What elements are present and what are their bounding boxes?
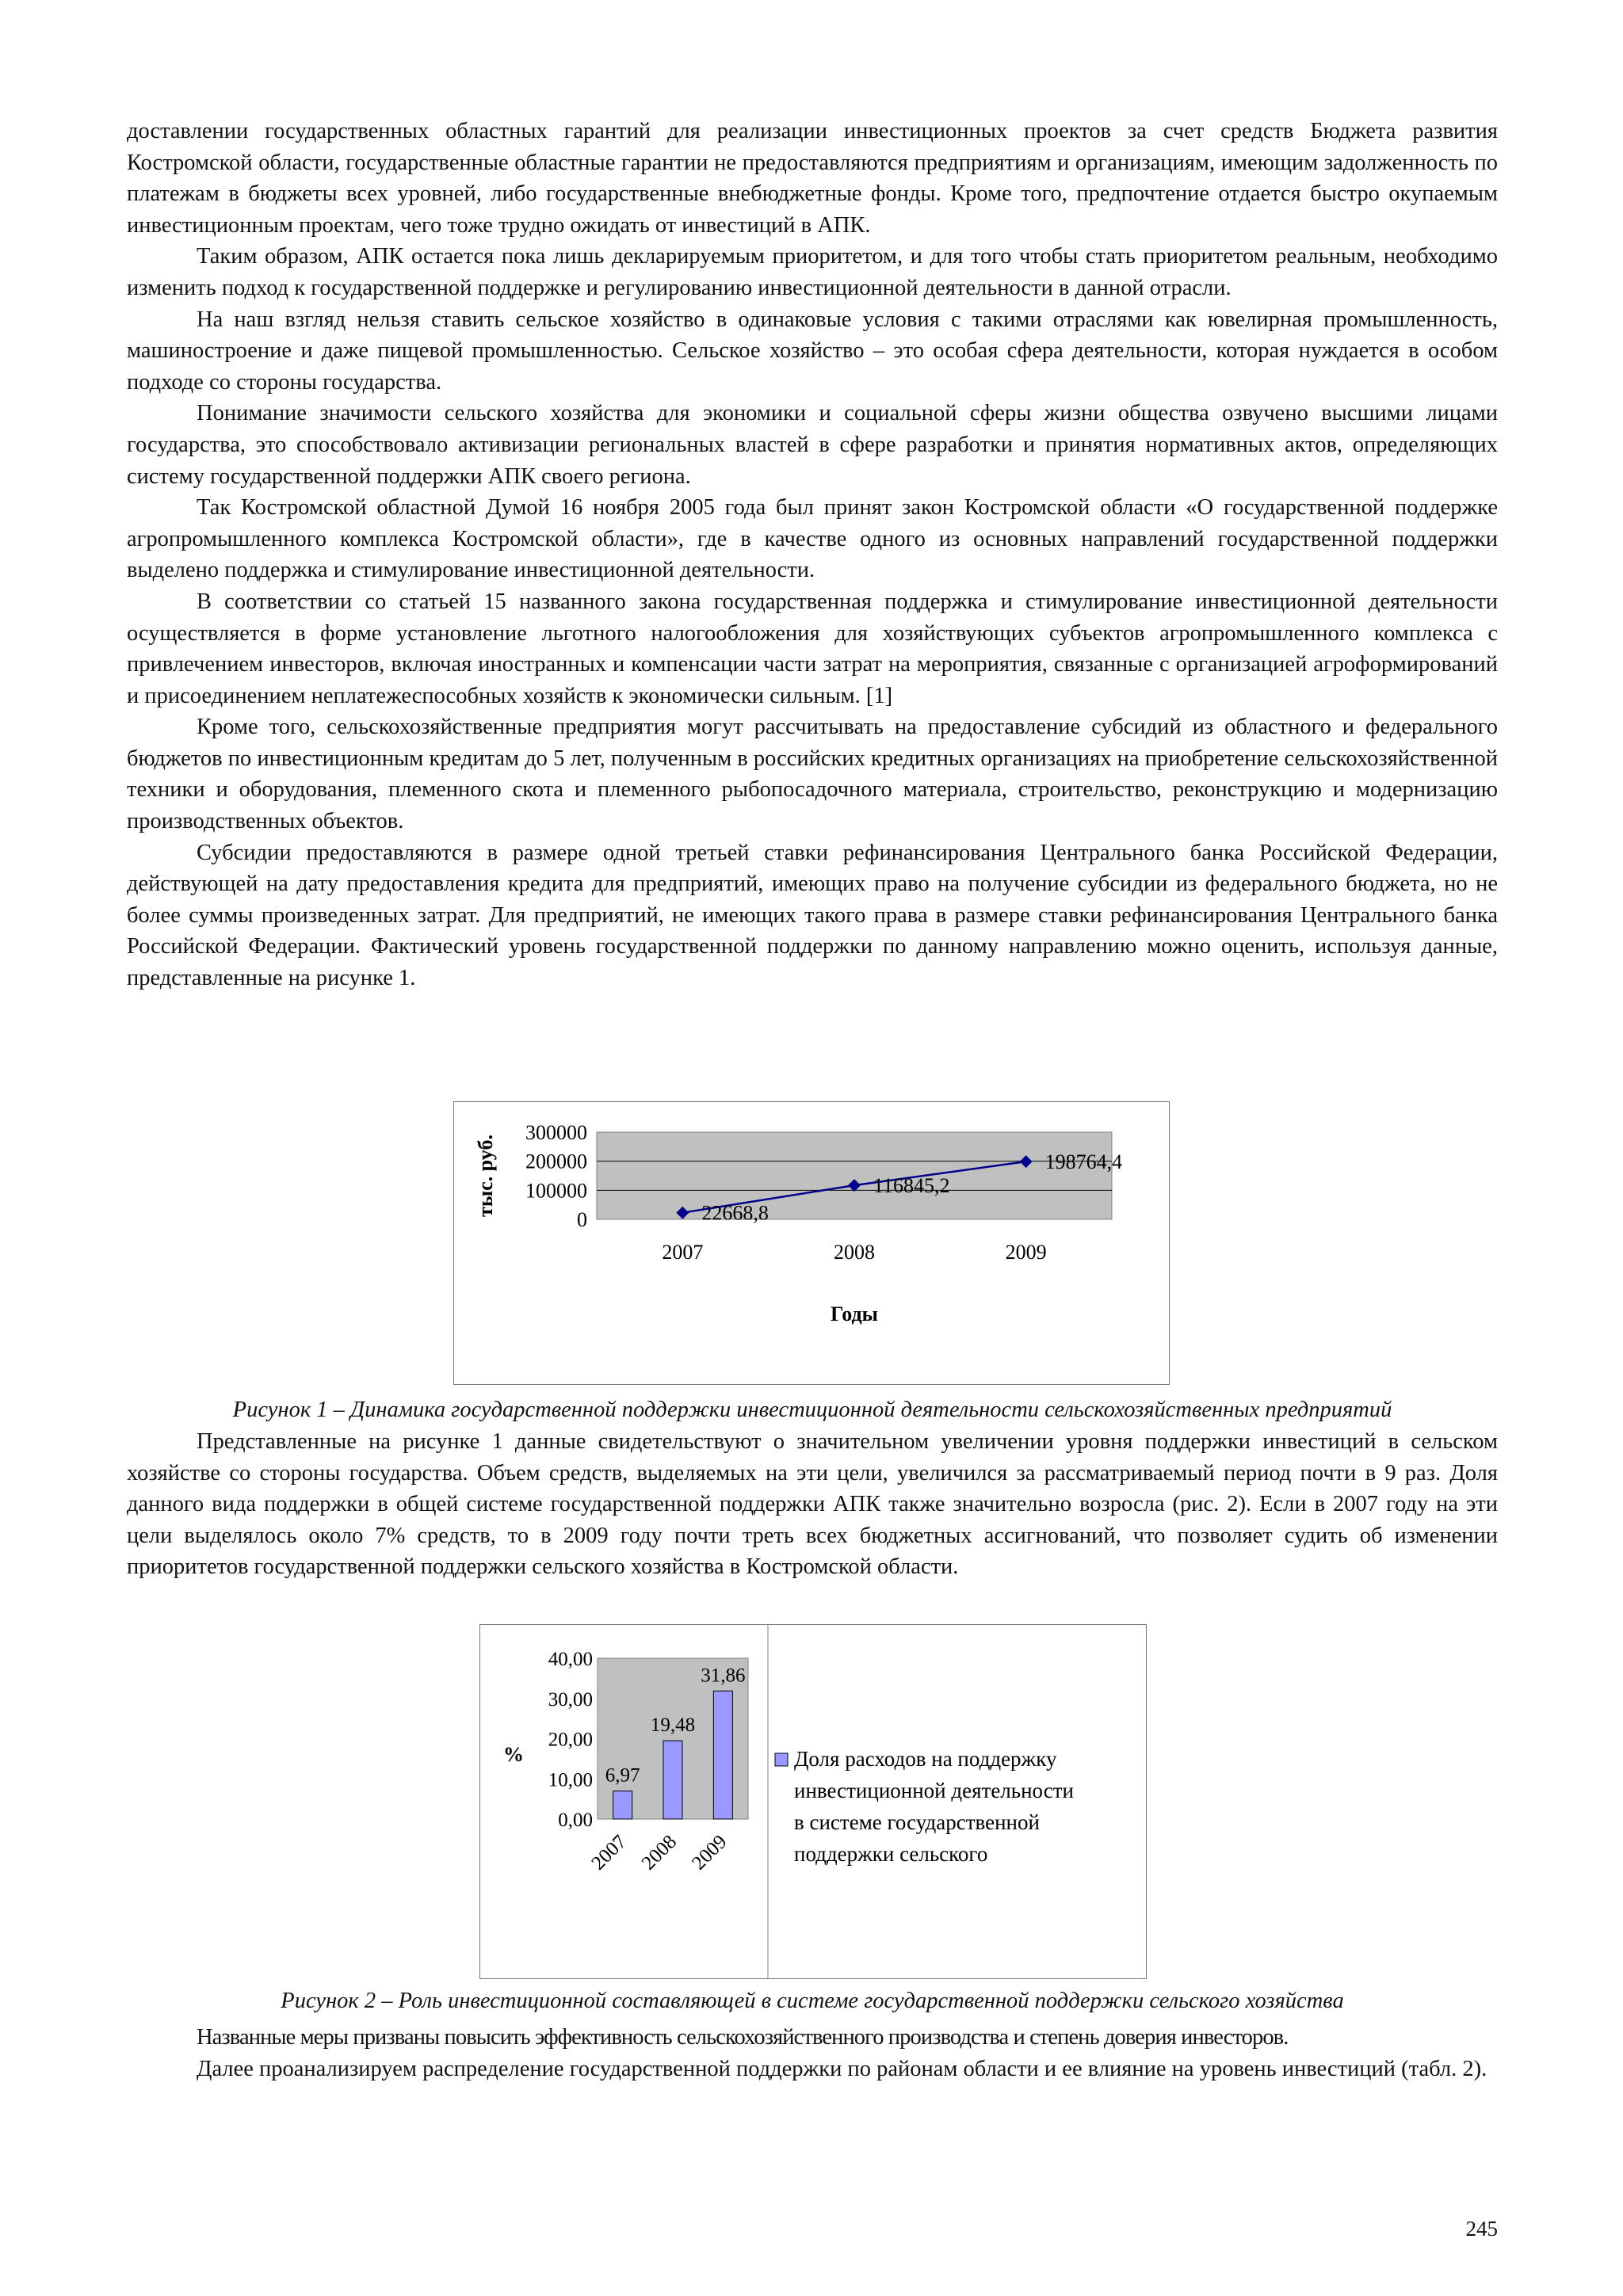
y-tick-label: 0,00 bbox=[558, 1810, 593, 1831]
x-tick-label: 2009 bbox=[688, 1831, 731, 1875]
legend-line: инвестиционной деятельности bbox=[794, 1779, 1074, 1802]
y-tick-label: 300000 bbox=[525, 1121, 587, 1144]
plot-area bbox=[597, 1132, 1112, 1219]
y-axis-label: тыс. руб. bbox=[474, 1135, 497, 1217]
figure-1-frame bbox=[453, 1101, 1170, 1385]
x-tick-label: 2007 bbox=[662, 1241, 704, 1264]
paragraph: Далее проанализируем распределение государственной поддержки по районам области и ее влияние на уровень инвестиций (табл. 2). bbox=[197, 2056, 1487, 2081]
y-tick-label: 100000 bbox=[525, 1179, 587, 1203]
bar bbox=[663, 1741, 682, 1819]
figure-2-frame bbox=[479, 1624, 1147, 1979]
y-tick-label: 10,00 bbox=[548, 1769, 593, 1791]
legend-swatch bbox=[775, 1753, 788, 1766]
data-label: 22668,8 bbox=[701, 1201, 769, 1225]
y-tick-label: 30,00 bbox=[548, 1688, 593, 1711]
body-text-bottom bbox=[127, 2022, 1498, 2084]
page-number: 245 bbox=[1465, 2217, 1498, 2241]
y-tick-label: 40,00 bbox=[548, 1649, 593, 1670]
figure-2-caption: Рисунок 2 – Роль инвестиционной составляющей в системе государственной поддержки сельского хозяйства bbox=[281, 1989, 1344, 2013]
legend-line: Доля расходов на поддержку bbox=[794, 1747, 1057, 1771]
y-tick-label: 0 bbox=[577, 1208, 587, 1231]
paragraph: Понимание значимости сельского хозяйства для экономики и социальной сферы жизни общества озвучено высшими лицами государства, это способствовало активизации региональных властей в сфере разработки и принятия нормативных актов, определяющих систему государственной поддержки АПК своего региона. bbox=[127, 401, 1498, 489]
data-label: 31,86 bbox=[701, 1665, 746, 1687]
body-text-middle bbox=[127, 1426, 1498, 1583]
x-tick-label: 2009 bbox=[1005, 1241, 1047, 1264]
bar bbox=[713, 1691, 732, 1819]
paragraph: Названные меры призваны повысить эффективность сельскохозяйственного производства и степень доверия инвесторов. bbox=[197, 2025, 1289, 2050]
data-label: 198764,4 bbox=[1044, 1150, 1123, 1174]
y-tick-label: 200000 bbox=[525, 1150, 587, 1173]
x-tick-label: 2007 bbox=[587, 1831, 631, 1875]
bar bbox=[613, 1791, 632, 1819]
legend-line: в системе государственной bbox=[794, 1810, 1040, 1834]
paragraph: Так Костромской областной Думой 16 ноября 2005 года был принят закон Костромской области «О государственной поддержке агропромышленного комплекса Костромской области», где в качестве одного из основных направлений государственной поддержки выделено поддержка и стимулирование инвестиционной деятельности. bbox=[127, 495, 1498, 583]
x-tick-label: 2008 bbox=[834, 1241, 875, 1264]
paragraph: В соответствии со статьей 15 названного закона государственная поддержка и стимулирование инвестиционной деятельности осуществляется в форме установление льготного налогообложения для хозяйствующих субъектов агропромышленного комплекса с привлечением инвесторов, включая иностранных и компенсации части затрат на мероприятия, связанные с организацией агроформирований и присоединением неплатежеспособных хозяйств к экономически сильным. [1] bbox=[127, 589, 1498, 708]
figure-1-line-chart bbox=[454, 1102, 1169, 1384]
x-tick-label: 2008 bbox=[637, 1831, 682, 1875]
body-text-top bbox=[127, 116, 1498, 994]
paragraph: доставлении государственных областных гарантий для реализации инвестиционных проектов за счет средств Бюджета развития Костромской области, государственные областные гарантии не предоставляются предприятиям и организациям, имеющим задолженность по платежам в бюджеты всех уровней, либо государственные внебюджетные фонды. Кроме того, предпочтение отдается быстро окупаемым инвестиционным проектам, чего тоже трудно ожидать от инвестиций в АПК. bbox=[127, 119, 1498, 238]
legend-line: поддержки сельского bbox=[794, 1842, 988, 1866]
paragraph: Представленные на рисунке 1 данные свидетельствуют о значительном увеличении уровня поддержки инвестиций в сельском хозяйстве со стороны государства. Объем средств, выделяемых на эти цели, увеличился за рассматриваемый период почти в 9 раз. Доля данного вида поддержки в общей системе государственной поддержки АПК также значительно возросла (рис. 2). Если в 2007 году на эти цели выделялось около 7% средств, то в 2009 году почти треть всех бюджетных ассигнований, что позволяет судить об изменении приоритетов государственной поддержки сельского хозяйства в Костромской области. bbox=[127, 1429, 1498, 1580]
figure-1-caption: Рисунок 1 – Динамика государственной поддержки инвестиционной деятельности сельскохозяйственных предприятий bbox=[232, 1398, 1392, 1422]
paragraph: Кроме того, сельскохозяйственные предприятия могут рассчитывать на предоставление субсидий из областного и федерального бюджетов по инвестиционным кредитам до 5 лет, полученным в российских кредитных организациях на приобретение сельскохозяйственной техники и оборудования, племенного скота и племенного рыбопосадочного материала, строительство, реконструкцию и модернизацию производственных объектов. bbox=[127, 715, 1498, 834]
y-tick-label: 20,00 bbox=[548, 1729, 593, 1751]
data-label: 116845,2 bbox=[873, 1174, 950, 1198]
data-label: 6,97 bbox=[605, 1764, 640, 1787]
x-axis-label: Годы bbox=[831, 1302, 878, 1325]
paragraph: На наш взгляд нельзя ставить сельское хозяйство в одинаковые условия с такими отраслями как ювелирная промышленность, машиностроение и даже пищевой промышленностью. Сельское хозяйство – это особая сфера деятельности, которая нуждается в особом подходе со стороны государства. bbox=[127, 307, 1498, 395]
figure-2-bar-chart bbox=[480, 1625, 1146, 1978]
paragraph: Субсидии предоставляются в размере одной третьей ставки рефинансирования Центрального банка Российской Федерации, действующей на дату предоставления кредита для предприятий, имеющих право на получение субсидии из федерального бюджета, но не более суммы произведенных затрат. Для предприятий, не имеющих такого права в размере ставки рефинансирования Центрального банка Российской Федерации. Фактический уровень государственной поддержки по данному направлению можно оценить, используя данные, представленные на рисунке 1. bbox=[127, 840, 1498, 991]
data-label: 19,48 bbox=[650, 1714, 696, 1737]
y-axis-label: % bbox=[503, 1743, 524, 1766]
paragraph: Таким образом, АПК остается пока лишь декларируемым приоритетом, и для того чтобы стать приоритетом реальным, необходимо изменить подход к государственной поддержке и регулированию инвестиционной деятельности в данной отрасли. bbox=[127, 244, 1498, 300]
